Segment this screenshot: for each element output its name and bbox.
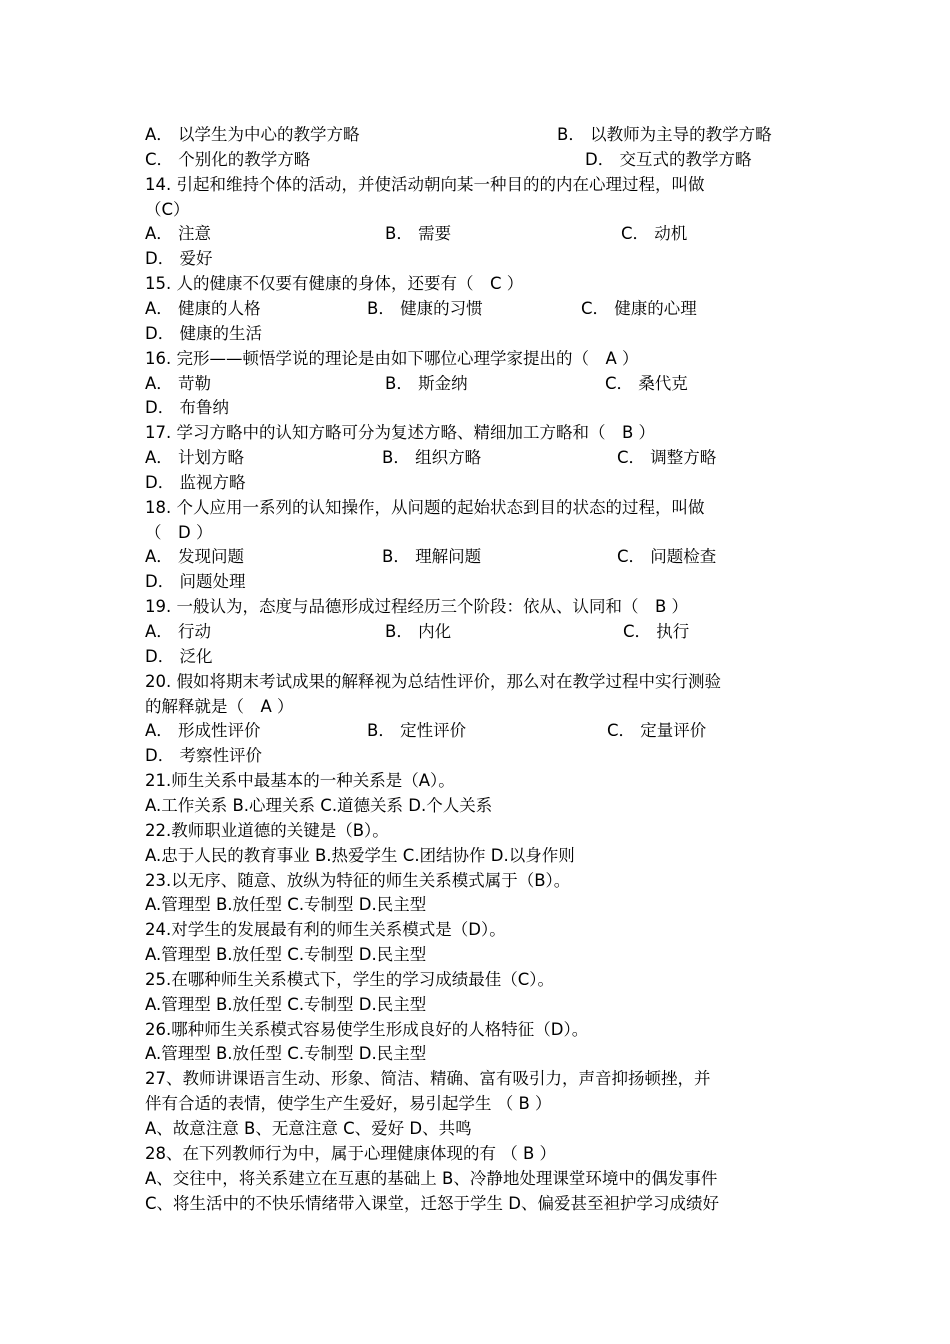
text-line: A.忠于人民的教育事业 B.热爱学生 C.团结协作 D.以身作则 (145, 846, 575, 865)
text-line: 28、在下列教师行为中，属于心理健康体现的有 （ B ） (145, 1144, 557, 1163)
option-text: C． 执行 (623, 622, 690, 641)
option-text: B． 健康的习惯 (367, 299, 483, 318)
text-line: 21.师生关系中最基本的一种关系是（A）。 (145, 771, 455, 790)
text-line: 15. 人的健康不仅要有健康的身体，还要有（ C ） (145, 274, 524, 293)
option-text: B． 理解问题 (382, 547, 482, 566)
text-line: 17. 学习方略中的认知方略可分为复述方略、精细加工方略和（ B ） (145, 423, 656, 442)
option-text: A． 行动 (145, 622, 212, 641)
text-line: A、故意注意 B、无意注意 C、爱好 D、共鸣 (145, 1119, 472, 1138)
option-text: C． 健康的心理 (581, 299, 697, 318)
text-line: 27、教师讲课语言生动、形象、简洁、精确、富有吸引力，声音抑扬顿挫，并 (145, 1069, 711, 1088)
option-text: A． 以学生为中心的教学方略 (145, 125, 360, 144)
text-line: D． 监视方略 (145, 473, 246, 492)
option-text: C． 个别化的教学方略 (145, 150, 311, 169)
text-line: A.管理型 B.放任型 C.专制型 D.民主型 (145, 1044, 427, 1063)
option-text: D． 交互式的教学方略 (585, 150, 752, 169)
text-line: 20. 假如将期末考试成果的解释视为总结性评价，那么对在教学过程中实行测验 (145, 672, 721, 691)
text-line: 19. 一般认为，态度与品德形成过程经历三个阶段：依从、认同和（ B ） (145, 597, 689, 616)
text-line: C、将生活中的不快乐情绪带入课堂，迁怒于学生 D、偏爱甚至袒护学习成绩好 (145, 1194, 719, 1213)
option-text: B． 需要 (385, 224, 452, 243)
text-line: 的解释就是（ A ） (145, 697, 294, 716)
option-text: C． 调整方略 (617, 448, 717, 467)
text-line: 23.以无序、随意、放纵为特征的师生关系模式属于（B）。 (145, 871, 571, 890)
text-line: 伴有合适的表情，使学生产生爱好，易引起学生 （ B ） (145, 1094, 552, 1113)
text-line: A.管理型 B.放任型 C.专制型 D.民主型 (145, 895, 427, 914)
text-line: 22.教师职业道德的关键是（B）。 (145, 821, 389, 840)
option-text: B． 斯金纳 (385, 374, 468, 393)
option-text: A． 苛勒 (145, 374, 212, 393)
text-line: （ D ） (145, 523, 213, 542)
text-line: 14. 引起和维持个体的活动，并使活动朝向某一种目的的内在心理过程，叫做 (145, 175, 705, 194)
option-text: A． 健康的人格 (145, 299, 261, 318)
option-text: C． 动机 (621, 224, 688, 243)
text-line: D． 布鲁纳 (145, 398, 229, 417)
option-text: C． 定量评价 (607, 721, 707, 740)
text-line: 26.哪种师生关系模式容易使学生形成良好的人格特征（D）。 (145, 1020, 589, 1039)
text-line: A.工作关系 B.心理关系 C.道德关系 D.个人关系 (145, 796, 493, 815)
option-text: B． 组织方略 (382, 448, 482, 467)
text-line: 18. 个人应用一系列的认知操作，从问题的起始状态到目的状态的过程，叫做 (145, 498, 705, 517)
text-line: D． 考察性评价 (145, 746, 262, 765)
option-text: A． 形成性评价 (145, 721, 261, 740)
text-line: D． 泛化 (145, 647, 213, 666)
option-text: B． 内化 (385, 622, 452, 641)
option-text: A． 计划方略 (145, 448, 245, 467)
option-text: C． 问题检查 (617, 547, 717, 566)
text-line: A、交往中，将关系建立在互惠的基础上 B、冷静地处理课堂环境中的偶发事件 (145, 1169, 718, 1188)
option-text: B． 定性评价 (367, 721, 467, 740)
text-line: D． 爱好 (145, 249, 213, 268)
option-text: A． 注意 (145, 224, 212, 243)
text-line: A.管理型 B.放任型 C.专制型 D.民主型 (145, 995, 427, 1014)
text-line: 25.在哪种师生关系模式下，学生的学习成绩最佳（C）。 (145, 970, 555, 989)
text-line: （C） (145, 200, 190, 219)
text-line: D． 健康的生活 (145, 324, 262, 343)
option-text: C． 桑代克 (605, 374, 688, 393)
option-text: B． 以教师为主导的教学方略 (557, 125, 772, 144)
text-line: D． 问题处理 (145, 572, 246, 591)
text-line: 24.对学生的发展最有利的师生关系模式是（D）。 (145, 920, 506, 939)
text-line: A.管理型 B.放任型 C.专制型 D.民主型 (145, 945, 427, 964)
option-text: A． 发现问题 (145, 547, 245, 566)
text-line: 16. 完形——顿悟学说的理论是由如下哪位心理学家提出的（ A ） (145, 349, 639, 368)
